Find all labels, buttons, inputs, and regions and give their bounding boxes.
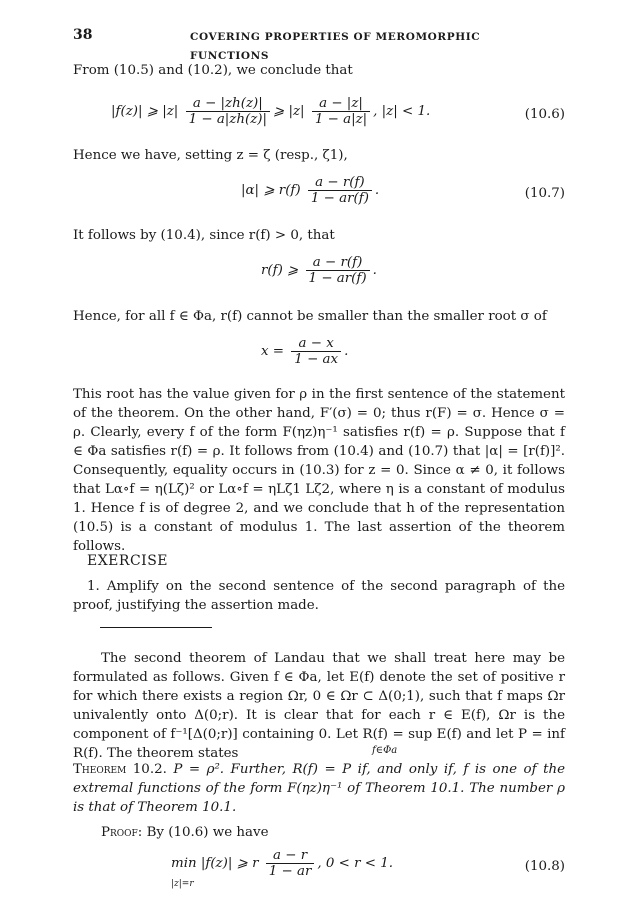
equation-10-8 [73, 848, 565, 888]
fraction-numerator: a − r(f) [315, 175, 365, 190]
paragraph-follows: It follows by (10.4), since r(f) > 0, that [73, 228, 335, 243]
inequality-fraction [306, 255, 370, 286]
proof-text: By (10.6) we have [146, 825, 269, 840]
equation-inequality [73, 255, 565, 291]
fraction-denominator: 1 − ax [291, 351, 341, 367]
equation-number: (10.6) [524, 107, 565, 122]
equation-10-7 [73, 175, 565, 211]
page-number: 38 [73, 27, 93, 43]
section-divider [100, 627, 212, 628]
proof-start [101, 823, 565, 842]
eq-10-7-lhs: |α| ⩾ r(f) [241, 183, 305, 198]
eq-10-8-condition: , 0 < r < 1. [317, 856, 394, 871]
theorem-label: Theorem 10.2. [73, 762, 167, 777]
min-subscript: |z|=r [171, 879, 194, 889]
running-header [73, 26, 563, 62]
fraction-denominator: 1 − ar [266, 863, 315, 879]
eq-10-7-fraction [308, 175, 372, 206]
root-fraction [291, 336, 341, 367]
eq-10-6-condition: , |z| < 1. [373, 104, 431, 119]
eq-10-6-fraction-1 [186, 96, 270, 127]
eq-10-8-lhs: min |f(z)| ⩾ r [171, 856, 263, 871]
fraction-numerator: a − r(f) [312, 255, 363, 270]
paragraph-setting-z: Hence we have, setting z = ζ (resp., ζ1), [73, 148, 348, 163]
exercise-heading: EXERCISE [87, 553, 168, 569]
fraction-denominator: 1 − a|zh(z)| [186, 111, 270, 127]
inequality-end: . [372, 263, 377, 278]
fraction-numerator: a − |z| [319, 96, 363, 111]
equation-root [73, 336, 565, 372]
fraction-denominator: 1 − a|z| [312, 111, 370, 127]
equation-number: (10.7) [524, 186, 565, 201]
eq-10-7-end: . [374, 183, 380, 198]
theorem-statement: P = ρ². Further, R(f) = P if, and only if, f is one of the extremal functions of the form F(ηz)η⁻¹ of Theorem 10.1. The number ρ is that of Theorem 10.1. [73, 762, 566, 815]
eq-10-8-fraction [266, 848, 315, 879]
paragraph-second-theorem: The second theorem of Landau that we shall treat here may be formulated as follows. Given f ∈ Φa, let E(f) denote the set of positive r for which there exists a region Ωr, 0 ∈ Ωr ⊂ Δ(0;1), such that f maps Ωr univalently onto Δ(0;r). It is clear that for each r ∈ E(f), Ωr is the component of f⁻¹[Δ(0;r)] containing 0. Let R(f) = sup E(f) and let P = inf R(f). The theorem states [73, 651, 565, 761]
running-title: COVERING PROPERTIES OF MEROMORPHIC FUNCTIONS [190, 31, 481, 62]
inequality-lhs: r(f) ⩾ [261, 263, 303, 278]
inf-subscript: f∈Φa [372, 745, 398, 756]
fraction-numerator: a − x [298, 336, 334, 351]
eq-10-6-fraction-2 [312, 96, 370, 127]
eq-10-6-lhs: |f(z)| ⩾ |z| [111, 104, 183, 119]
fraction-numerator: a − |zh(z)| [192, 96, 263, 111]
fraction-denominator: 1 − ar(f) [306, 270, 370, 286]
fraction-denominator: 1 − ar(f) [308, 190, 372, 206]
equation-10-6 [73, 96, 565, 136]
root-lhs: x = [261, 344, 289, 359]
fraction-numerator: a − r [272, 848, 308, 863]
exercise-item-1: 1. Amplify on the second sentence of the second paragraph of the proof, justifying the assertion made. [73, 579, 565, 613]
eq-10-6-middle: ⩾ |z| [273, 104, 309, 119]
paragraph-smaller-root: Hence, for all f ∈ Φa, r(f) cannot be smaller than the smaller root σ of [73, 309, 547, 324]
proof-label: Proof: [101, 825, 143, 840]
equation-number: (10.8) [524, 859, 565, 874]
paragraph-root-value: This root has the value given for ρ in the first sentence of the statement of the theorem. On the other hand, F′(σ) = 0; thus r(F) = σ. Hence σ = ρ. Clearly, every f of the form F(ηz)η⁻¹ satisfies r(f) = ρ. Suppose that f ∈ Φa satisfies r(f) = ρ. It follows from (10.4) and (10.7) that |α| = [r(f)]². Consequently, equality occurs in (10.3) for z = 0. Since α ≠ 0, it follows that Lα∘f = η(Lζ)² or Lα∘f = ηLζ1 Lζ2, where η is a constant of modulus 1. Hence f is of degree 2, and we conclude that h of the representation (10.5) is a constant of modulus 1. The last assertion of the theorem follows. [73, 387, 565, 554]
paragraph-intro: From (10.5) and (10.2), we conclude that [73, 63, 353, 78]
theorem-10-2 [73, 760, 565, 817]
root-end: . [344, 344, 349, 359]
